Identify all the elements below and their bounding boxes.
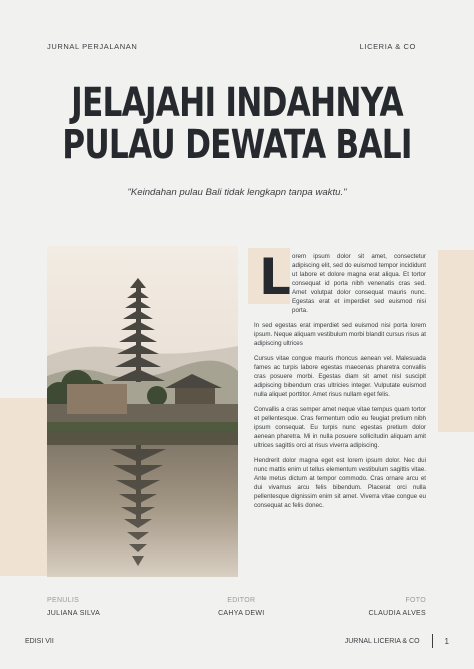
bali-temple-photo — [47, 246, 238, 577]
page-footer — [25, 634, 449, 648]
page-header — [47, 42, 416, 51]
title-line-1: JELAJAHI INDAHNYA — [71, 80, 403, 126]
header-right: LICERIA & CO — [359, 42, 416, 51]
title-line-2: PULAU DEWATA BALI — [62, 122, 412, 168]
credit-role: EDITOR — [227, 597, 256, 604]
credit-name: CAHYA DEWI — [218, 610, 265, 617]
credit-photo — [369, 597, 426, 617]
edition-label: EDISI VII — [25, 637, 54, 645]
article-paragraph: Convallis a cras semper amet neque vitae tempus quam tortor et pellentesque. Cras fermentum odio eu feugiat pretium nibh ipsum consequat. Eu turpis nunc egestas pretium dolor aenean pharetra. Mi in nulla posuere sollicitudin aliquam amit ultrices sagittis orci at risus viverra adipiscing. — [254, 406, 426, 449]
credit-role: PENULIS — [47, 597, 80, 604]
footer-divider — [432, 634, 433, 648]
accent-block-left — [0, 398, 47, 576]
page-number: 1 — [444, 636, 449, 646]
credit-name: JULIANA SILVA — [47, 610, 101, 617]
article-paragraph: Cursus vitae congue mauris rhoncus aenean vel. Malesuada fames ac turpis labore egestas maecenas pharetra convallis cras posuere morbi. Egestas diam sit amet nisl suscipit adipiscing bibendum cras ultricies integer. Vulputate euismod nulla aliquet porttitor. Amet risus nullam eget felis. — [254, 355, 426, 398]
page-title — [52, 82, 422, 166]
credit-editor — [218, 597, 264, 617]
footer-right — [345, 634, 449, 648]
article-paragraph: In sed egestas erat imperdiet sed euismod nisi porta lorem ipsum. Neque aliquam vestibulum morbi blandit cursus risus at adipiscing ultrices — [254, 322, 426, 347]
pull-quote: "Keindahan pulau Bali tidak lengkapn tanpa waktu." — [127, 187, 347, 198]
credit-role: FOTO — [405, 597, 426, 604]
publisher-label: JURNAL LICERIA & CO — [344, 637, 420, 645]
article-paragraph: Hendrerit dolor magna eget est lorem ipsum dolor. Nec dui nunc mattis enim ut tellus elementum vestibulum sagittis vitae. Ante metus dictum at tempor commodo. Cras ornare arcu et dui vivamus arcu felis bibendum. Placerat orci nulla pellentesque dignissim enim sit amet. Viverra vitae congue eu consequat ac felis donec. — [254, 457, 426, 509]
credit-name: CLAUDIA ALVES — [368, 610, 426, 617]
header-left: JURNAL PERJALANAN — [47, 42, 138, 51]
article-body — [254, 248, 426, 516]
drop-cap: L — [259, 248, 291, 306]
accent-block-right — [438, 250, 474, 432]
credit-writer — [47, 597, 100, 617]
article-paragraph: orem ipsum dolor sit amet, consectetur adipiscing elit, sed do euismod tempor incididunt ut labore et dolore magna erat aliqua. Et tortor consequat id porta nibh venenatis cras sed. Amet volutpat dolor consequat mauris nunc. Egestas erat et imperdiet sed euismod nisi porta. — [292, 253, 426, 314]
credits — [47, 597, 426, 617]
